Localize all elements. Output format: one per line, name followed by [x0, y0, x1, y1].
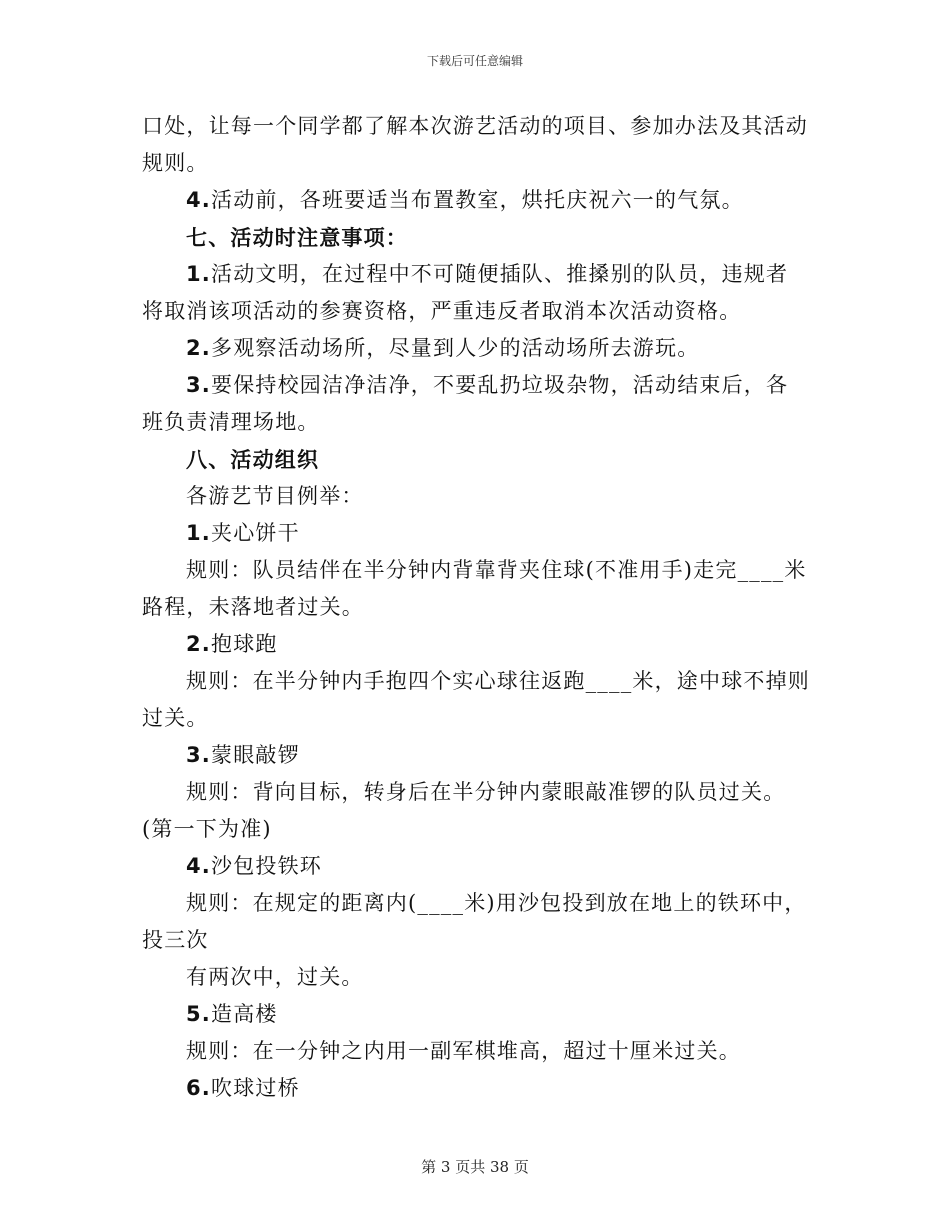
- list-item: [142, 996, 810, 1033]
- item-number: 2.: [186, 632, 211, 656]
- list-item: [142, 848, 810, 885]
- item-text: 要保持校园洁净洁净，不要乱扔垃圾杂物，活动结束后，各班负责清理场地。: [142, 373, 789, 434]
- item-number: 1.: [186, 521, 211, 545]
- paragraph: 口处，让每一个同学都了解本次游艺活动的项目、参加办法及其活动规则。: [142, 114, 808, 175]
- paragraph: 有两次中，过关。: [186, 965, 364, 989]
- item-text: 造高楼: [211, 1002, 278, 1026]
- rule-paragraph: 规则：在规定的距离内(____米)用沙包投到放在地上的铁环中，投三次: [142, 891, 807, 952]
- rule-paragraph: 规则：在一分钟之内用一副军棋堆高，超过十厘米过关。: [186, 1039, 741, 1063]
- list-item: [142, 737, 810, 774]
- list-item: [142, 515, 810, 552]
- item-text: 多观察活动场所，尽量到人少的活动场所去游玩。: [211, 336, 700, 360]
- paragraph: 各游艺节目例举：: [186, 484, 364, 508]
- section-heading: 七、活动时注意事项：: [186, 225, 408, 250]
- section-heading: 八、活动组织: [186, 447, 320, 472]
- page-footer: 第 3 页共 38 页: [421, 1158, 529, 1176]
- list-item: [142, 182, 810, 219]
- rule-paragraph: 规则：在半分钟内手抱四个实心球往返跑____米，途中球不掉则过关。: [142, 669, 810, 730]
- item-text: 抱球跑: [211, 632, 278, 656]
- item-number: 1.: [186, 262, 211, 286]
- item-number: 5.: [186, 1002, 211, 1026]
- item-text: 夹心饼干: [211, 521, 300, 545]
- rule-paragraph: 规则：背向目标，转身后在半分钟内蒙眼敲准锣的队员过关。(第一下为准): [142, 780, 786, 841]
- item-text: 活动文明，在过程中不可随便插队、推搡别的队员，违规者将取消该项活动的参赛资格，严重违反者取消本次活动资格。: [142, 262, 789, 323]
- rule-paragraph: 规则：队员结伴在半分钟内背靠背夹住球(不准用手)走完____米路程，未落地者过关。: [142, 558, 807, 619]
- item-text: 沙包投铁环: [211, 854, 322, 878]
- list-item: [142, 367, 810, 441]
- item-number: 2.: [186, 336, 211, 360]
- item-number: 3.: [186, 373, 211, 397]
- page-header: 下载后可任意编辑: [426, 54, 523, 68]
- document-body: [142, 108, 810, 1107]
- item-text: 吹球过桥: [211, 1076, 300, 1100]
- item-number: 4.: [186, 188, 211, 212]
- list-item: [142, 256, 810, 330]
- list-item: [142, 330, 810, 367]
- list-item: [142, 1070, 810, 1107]
- item-text: 活动前，各班要适当布置教室，烘托庆祝六一的气氛。: [211, 188, 744, 212]
- list-item: [142, 626, 810, 663]
- item-text: 蒙眼敲锣: [211, 743, 300, 767]
- item-number: 4.: [186, 854, 211, 878]
- item-number: 6.: [186, 1076, 211, 1100]
- item-number: 3.: [186, 743, 211, 767]
